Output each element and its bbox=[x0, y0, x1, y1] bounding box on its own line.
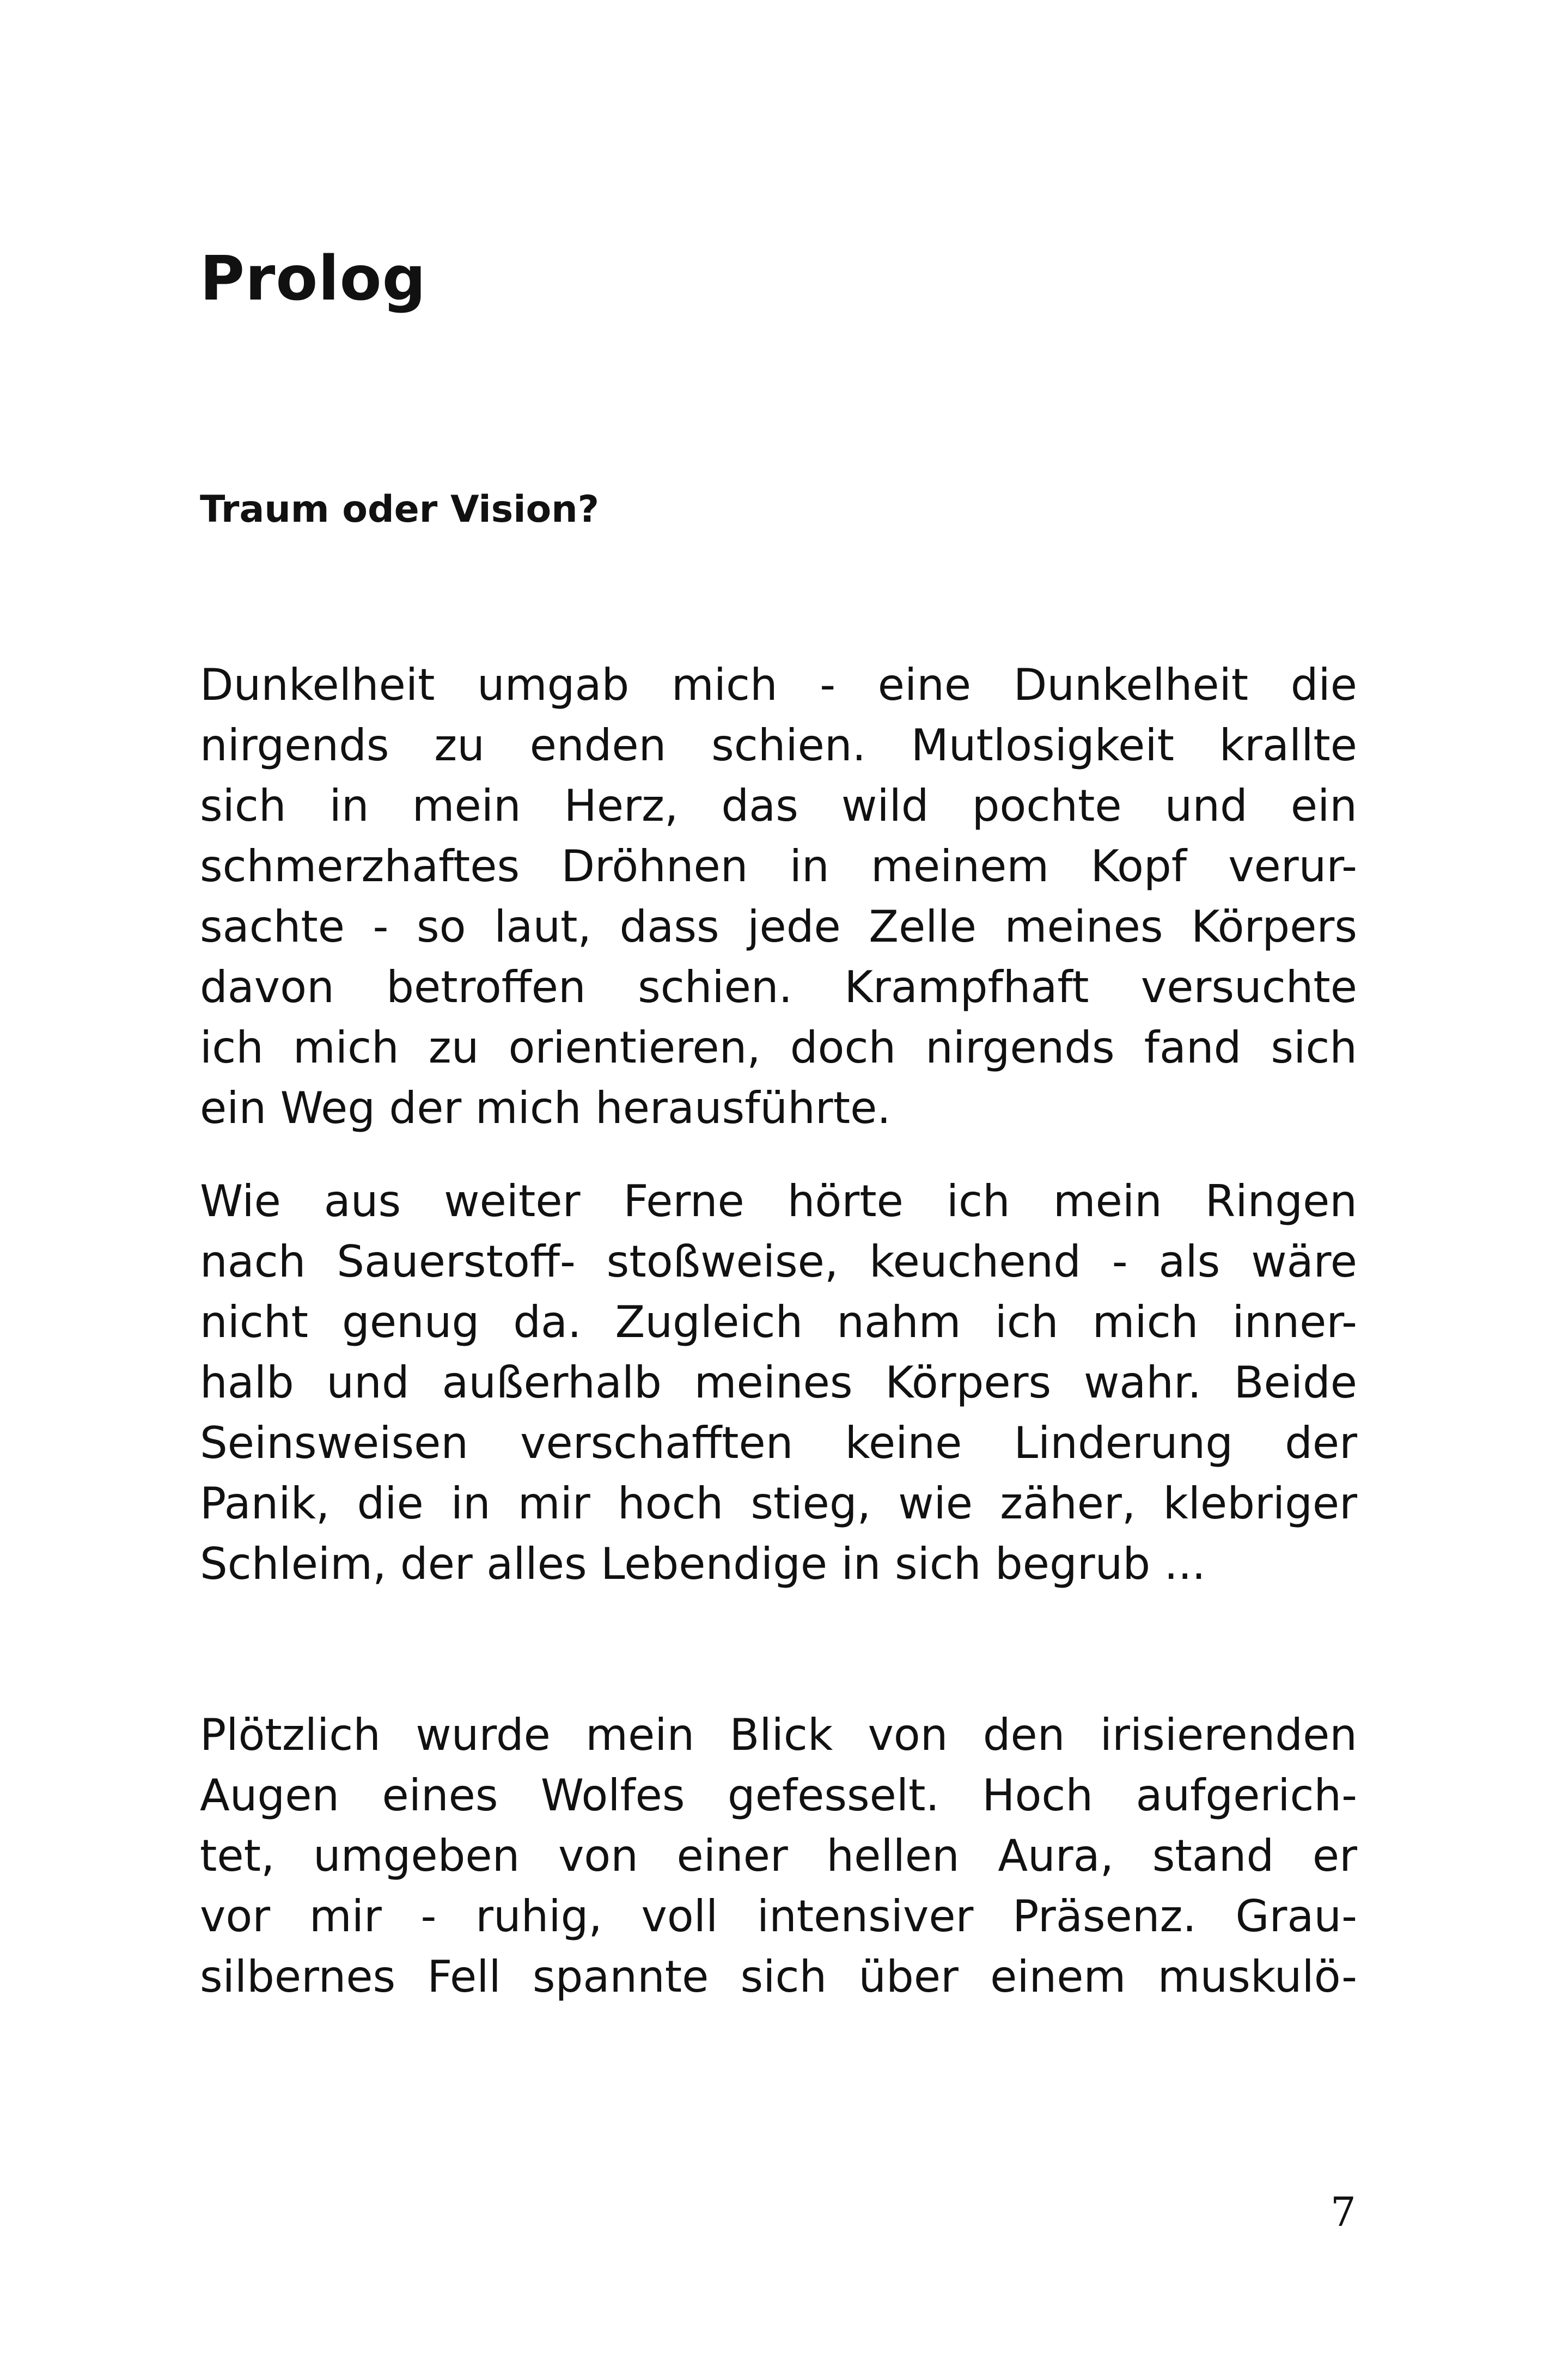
text-line: Plötzlich wurde mein Blick von den irisierenden bbox=[200, 1710, 1357, 1760]
text-line: Dunkelheit umgab mich - eine Dunkelheit die bbox=[200, 660, 1357, 710]
paragraph-3 bbox=[200, 1705, 1357, 2007]
text-line: Panik, die in mir hoch stieg, wie zäher, klebriger bbox=[200, 1478, 1357, 1529]
text-line: sachte - so laut, dass jede Zelle meines Körpers bbox=[200, 901, 1357, 952]
page-number: 7 bbox=[1330, 2189, 1356, 2236]
text-line: Wie aus weiter Ferne hörte ich mein Ringen bbox=[200, 1176, 1357, 1226]
text-line: davon betroffen schien. Krampfhaft versuchte bbox=[200, 962, 1357, 1012]
paragraph-2 bbox=[200, 1171, 1357, 1594]
chapter-title: Prolog bbox=[200, 243, 426, 314]
text-line: sich in mein Herz, das wild pochte und ein bbox=[200, 780, 1357, 831]
text-line: schmerzhaftes Dröhnen in meinem Kopf verur- bbox=[200, 841, 1357, 892]
text-line: Schleim, der alles Lebendige in sich begrub ... bbox=[200, 1539, 1206, 1589]
text-line: Augen eines Wolfes gefesselt. Hoch aufgerich- bbox=[200, 1770, 1357, 1821]
text-line: tet, umgeben von einer hellen Aura, stand er bbox=[200, 1830, 1357, 1881]
section-title: Traum oder Vision? bbox=[200, 488, 600, 531]
text-line: ein Weg der mich herausführte. bbox=[200, 1083, 891, 1133]
paragraph-1 bbox=[200, 655, 1357, 1138]
text-line: vor mir - ruhig, voll intensiver Präsenz. Grau- bbox=[200, 1891, 1357, 1942]
text-line: nirgends zu enden schien. Mutlosigkeit krallte bbox=[200, 720, 1357, 771]
text-line: nicht genug da. Zugleich nahm ich mich inner- bbox=[200, 1297, 1357, 1347]
text-line: ich mich zu orientieren, doch nirgends fand sich bbox=[200, 1022, 1357, 1073]
text-line: nach Sauerstoff- stoßweise, keuchend - als wäre bbox=[200, 1236, 1357, 1287]
text-line: halb und außerhalb meines Körpers wahr. Beide bbox=[200, 1357, 1357, 1408]
text-line: Seinsweisen verschafften keine Linderung der bbox=[200, 1418, 1357, 1468]
text-line: silbernes Fell spannte sich über einem muskulö- bbox=[200, 1951, 1357, 2002]
